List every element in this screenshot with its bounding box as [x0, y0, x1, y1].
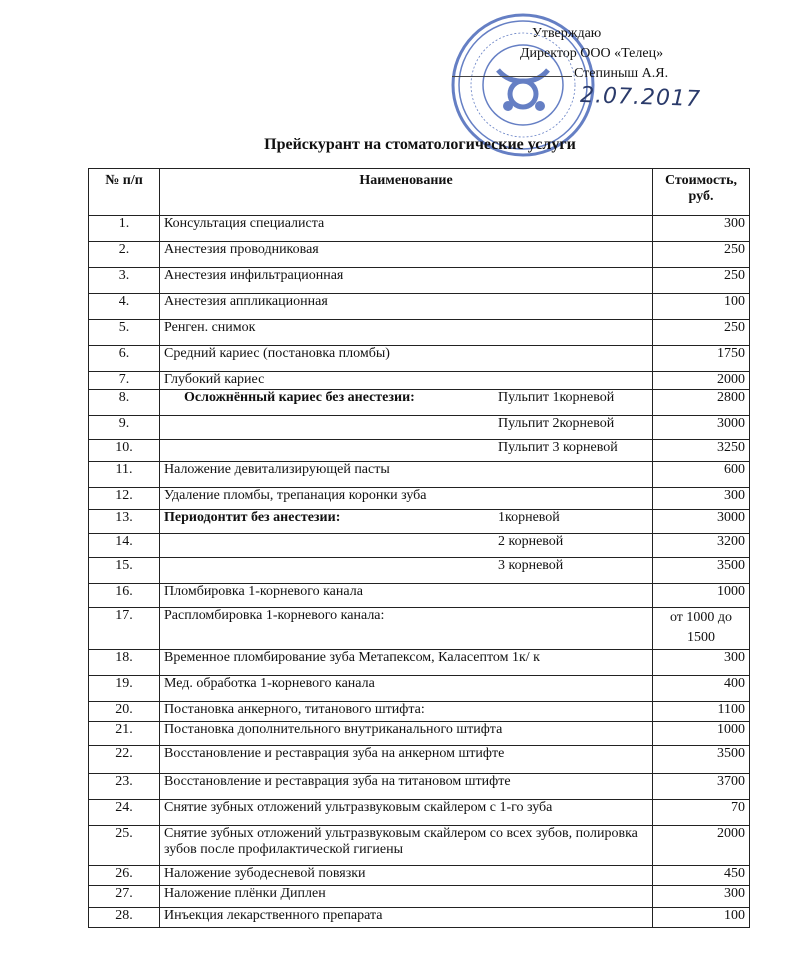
row-name: Периодонтит без анестезии: [164, 510, 341, 525]
table-row [89, 242, 750, 268]
row-name-cell [160, 488, 653, 510]
row-number: 28. [89, 908, 160, 928]
table-row [89, 216, 750, 242]
row-number: 6. [89, 346, 160, 372]
row-name: Анестезия инфильтрационная [164, 268, 344, 283]
row-price: 3250 [653, 440, 750, 462]
row-number: 20. [89, 702, 160, 722]
table-header-row [89, 169, 750, 216]
approval-date: 2.07.2017 [579, 82, 702, 113]
row-number: 9. [89, 416, 160, 440]
row-name-cell [160, 510, 653, 534]
row-number: 12. [89, 488, 160, 510]
row-number: 27. [89, 886, 160, 908]
row-name-cell [160, 800, 653, 826]
table-row [89, 268, 750, 294]
row-name: Снятие зубных отложений ультразвуковым скайлером с 1-го зуба [164, 800, 553, 815]
row-price: 3500 [653, 746, 750, 774]
row-name-cell [160, 390, 653, 416]
row-price: 600 [653, 462, 750, 488]
row-name: Наложение девитализирующей пасты [164, 462, 390, 477]
table-row [89, 774, 750, 800]
row-name: Глубокий кариес [164, 372, 265, 387]
row-number: 24. [89, 800, 160, 826]
row-number: 5. [89, 320, 160, 346]
row-name-cell [160, 886, 653, 908]
row-number: 3. [89, 268, 160, 294]
row-price: 3500 [653, 558, 750, 584]
row-name-cell [160, 774, 653, 800]
row-name-cell [160, 268, 653, 294]
row-subtype: 2 корневой [498, 534, 564, 549]
table-row [89, 294, 750, 320]
row-name-cell [160, 650, 653, 676]
row-name: Инъекция лекарственного препарата [164, 908, 383, 923]
row-name-cell [160, 584, 653, 608]
row-number: 13. [89, 510, 160, 534]
page-title: Прейскурант на стоматологические услуги [264, 136, 576, 153]
table-row [89, 534, 750, 558]
row-name-cell [160, 702, 653, 722]
table-row [89, 746, 750, 774]
row-price: 300 [653, 216, 750, 242]
row-name: Временное пломбирование зуба Метапексом, Каласептом 1к/ к [164, 650, 540, 665]
row-name-cell [160, 416, 653, 440]
row-price: 250 [653, 268, 750, 294]
row-name-cell [160, 676, 653, 702]
table-row [89, 390, 750, 416]
header-cost: Стоимость, руб. [653, 169, 750, 216]
row-name-cell [160, 216, 653, 242]
row-name: Анестезия проводниковая [164, 242, 319, 257]
table-row [89, 702, 750, 722]
row-number: 1. [89, 216, 160, 242]
row-price: 250 [653, 320, 750, 346]
row-name: Осложнённый кариес без анестезии: [184, 390, 415, 405]
row-price: 100 [653, 294, 750, 320]
row-name: Удаление пломбы, трепанация коронки зуба [164, 488, 427, 503]
row-price: 3200 [653, 534, 750, 558]
row-name: Мед. обработка 1-корневого канала [164, 676, 375, 691]
row-number: 17. [89, 608, 160, 650]
table-row [89, 608, 750, 650]
row-name: Анестезия аппликационная [164, 294, 328, 309]
row-price: 300 [653, 488, 750, 510]
row-price: 2000 [653, 826, 750, 866]
table-row [89, 866, 750, 886]
row-name-cell [160, 558, 653, 584]
row-number: 4. [89, 294, 160, 320]
row-name: Восстановление и реставрация зуба на титановом штифте [164, 774, 511, 789]
row-name: Консультация специалиста [164, 216, 325, 231]
row-name-cell [160, 372, 653, 390]
row-name-cell [160, 534, 653, 558]
table-row [89, 320, 750, 346]
header-name: Наименование [160, 169, 653, 216]
row-subtype: Пульпит 3 корневой [498, 440, 618, 455]
table-row [89, 826, 750, 866]
row-price: 2800 [653, 390, 750, 416]
table-row [89, 676, 750, 702]
row-number: 8. [89, 390, 160, 416]
row-name: Распломбировка 1-корневого канала: [164, 608, 385, 623]
table-row [89, 908, 750, 928]
row-price: 2000 [653, 372, 750, 390]
row-number: 25. [89, 826, 160, 866]
row-name-cell [160, 722, 653, 746]
row-number: 26. [89, 866, 160, 886]
row-price: 400 [653, 676, 750, 702]
row-number: 15. [89, 558, 160, 584]
row-name-cell [160, 866, 653, 886]
row-number: 14. [89, 534, 160, 558]
approval-line-2: Директор ООО «Телец» [520, 46, 664, 61]
row-number: 22. [89, 746, 160, 774]
row-number: 18. [89, 650, 160, 676]
price-table [88, 168, 750, 928]
row-number: 19. [89, 676, 160, 702]
row-price: 300 [653, 650, 750, 676]
row-subtype: Пульпит 2корневой [498, 416, 615, 431]
row-name: Ренген. снимок [164, 320, 256, 335]
table-row [89, 558, 750, 584]
row-price: 3700 [653, 774, 750, 800]
row-price: 1100 [653, 702, 750, 722]
row-number: 23. [89, 774, 160, 800]
table-row [89, 372, 750, 390]
row-name: Наложение плёнки Диплен [164, 886, 326, 901]
row-price: 450 [653, 866, 750, 886]
row-price: 1000 [653, 722, 750, 746]
table-row [89, 488, 750, 510]
row-name: Постановка анкерного, титанового штифта: [164, 702, 425, 717]
row-price: 3000 [653, 510, 750, 534]
table-row [89, 886, 750, 908]
row-name-cell [160, 242, 653, 268]
table-row [89, 510, 750, 534]
row-price: 100 [653, 908, 750, 928]
row-number: 21. [89, 722, 160, 746]
row-price: от 1000 до 1500 [653, 608, 750, 650]
row-number: 11. [89, 462, 160, 488]
table-row [89, 584, 750, 608]
row-name-cell [160, 826, 653, 866]
row-price: 70 [653, 800, 750, 826]
row-price: 1750 [653, 346, 750, 372]
approval-block [520, 24, 702, 113]
table-row [89, 722, 750, 746]
approval-line-1: Утверждаю [532, 26, 602, 41]
row-name: Постановка дополнительного внутриканального штифта [164, 722, 503, 737]
row-name-cell [160, 320, 653, 346]
header-num: № п/п [89, 169, 160, 216]
row-price: 250 [653, 242, 750, 268]
row-name-cell [160, 346, 653, 372]
row-name: Снятие зубных отложений ультразвуковым скайлером со всех зубов, полировка зубов после профилактической гигиены [164, 826, 638, 857]
row-name-cell [160, 440, 653, 462]
row-name-cell [160, 294, 653, 320]
row-name: Наложение зубодесневой повязки [164, 866, 366, 881]
table-row [89, 346, 750, 372]
row-name: Пломбировка 1-корневого канала [164, 584, 363, 599]
approval-line-3: Степиныш А.Я. [574, 66, 669, 81]
row-price: 1000 [653, 584, 750, 608]
row-price: 3000 [653, 416, 750, 440]
row-price: 300 [653, 886, 750, 908]
row-name: Средний кариес (постановка пломбы) [164, 346, 390, 361]
table-row [89, 416, 750, 440]
table-row [89, 462, 750, 488]
row-name-cell [160, 608, 653, 650]
row-name-cell [160, 746, 653, 774]
table-row [89, 440, 750, 462]
row-number: 7. [89, 372, 160, 390]
row-name-cell [160, 908, 653, 928]
row-number: 16. [89, 584, 160, 608]
row-number: 2. [89, 242, 160, 268]
row-subtype: 1корневой [498, 510, 560, 525]
signature-line [452, 76, 572, 77]
row-subtype: Пульпит 1корневой [498, 390, 615, 405]
row-name: Восстановление и реставрация зуба на анкерном штифте [164, 746, 505, 761]
row-name-cell [160, 462, 653, 488]
table-row [89, 650, 750, 676]
row-number: 10. [89, 440, 160, 462]
table-row [89, 800, 750, 826]
row-subtype: 3 корневой [498, 558, 564, 573]
